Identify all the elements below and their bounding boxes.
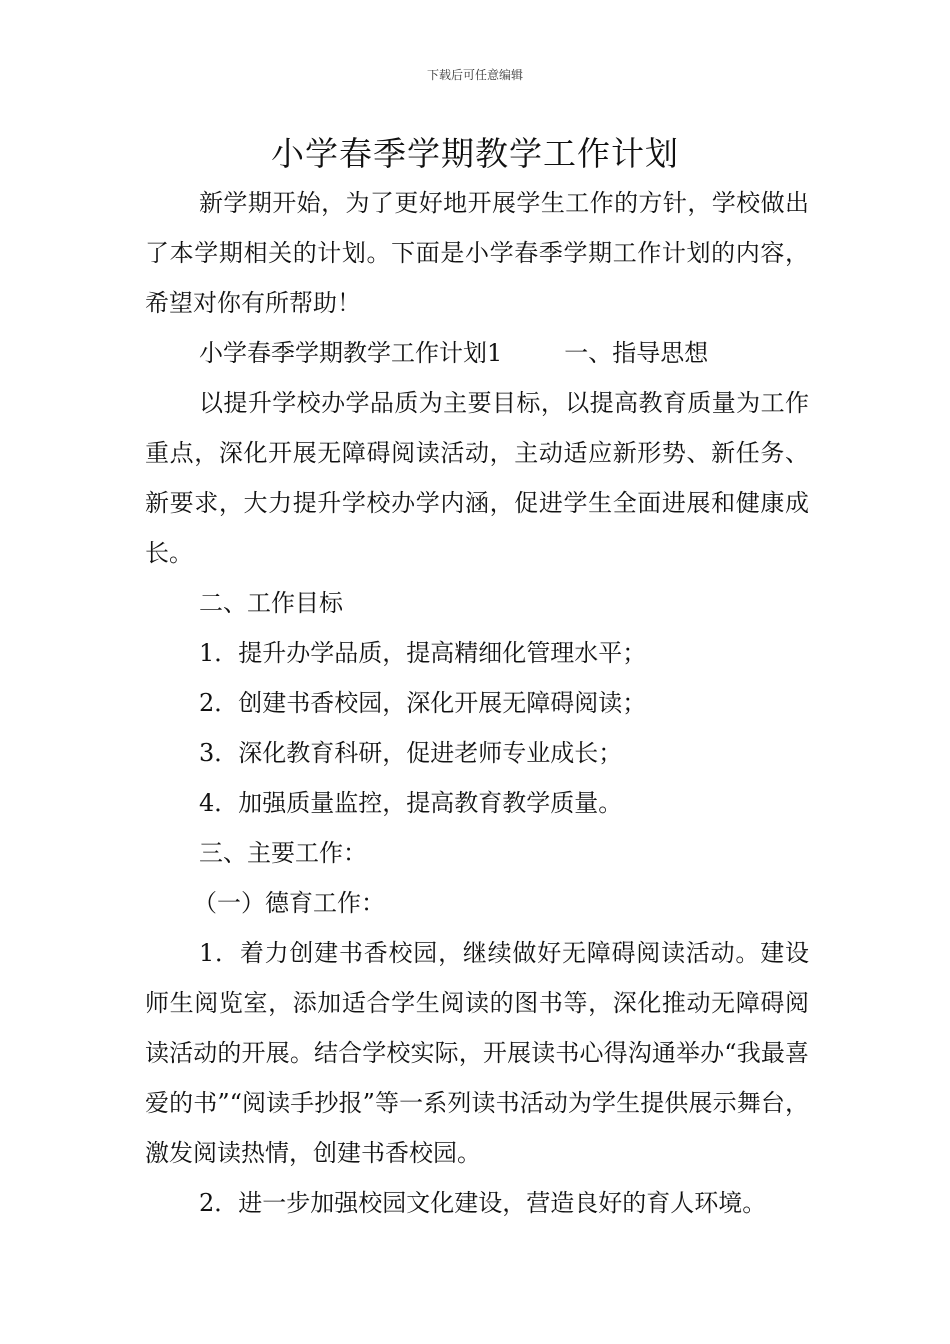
subsection-heading-moral: （一）德育工作：	[193, 889, 385, 917]
plan-heading-title: 小学春季学期教学工作计划1	[199, 339, 503, 367]
section-heading-guiding: 一、指导思想	[564, 339, 709, 367]
document-body	[145, 178, 809, 1228]
goal-item: 4．加强质量监控，提高教育教学质量。	[199, 789, 623, 817]
goal-item: 2．创建书香校园，深化开展无障碍阅读；	[199, 689, 647, 717]
moral-item: 1．着力创建书香校园，继续做好无障碍阅读活动。建设师生阅览室，添加适合学生阅读的图书等，深化推动无障碍阅读活动的开展。结合学校实际，开展读书心得沟通举办“我最喜爱的书”“阅读手抄报”等一系列读书活动为学生提供展示舞台，激发阅读热情，创建书香校园。	[145, 939, 809, 1167]
guiding-paragraph: 以提升学校办学品质为主要目标，以提高教育质量为工作重点，深化开展无障碍阅读活动，主动适应新形势、新任务、新要求，大力提升学校办学内涵，促进学生全面进展和健康成长。	[145, 389, 809, 567]
section-heading-goals: 二、工作目标	[199, 589, 343, 617]
document-title: 小学春季学期教学工作计划	[271, 134, 679, 173]
goal-item: 1．提升办学品质，提高精细化管理水平；	[199, 639, 647, 667]
intro-paragraph: 新学期开始，为了更好地开展学生工作的方针，学校做出了本学期相关的计划。下面是小学春季学期工作计划的内容，希望对你有所帮助！	[145, 189, 809, 317]
header-note: 下载后可任意编辑	[426, 68, 523, 82]
plan-heading-line	[145, 328, 809, 378]
section-heading-main-work: 三、主要工作：	[199, 839, 367, 867]
goal-item: 3．深化教育科研，促进老师专业成长；	[199, 739, 623, 767]
moral-item: 2．进一步加强校园文化建设，营造良好的育人环境。	[199, 1189, 767, 1217]
